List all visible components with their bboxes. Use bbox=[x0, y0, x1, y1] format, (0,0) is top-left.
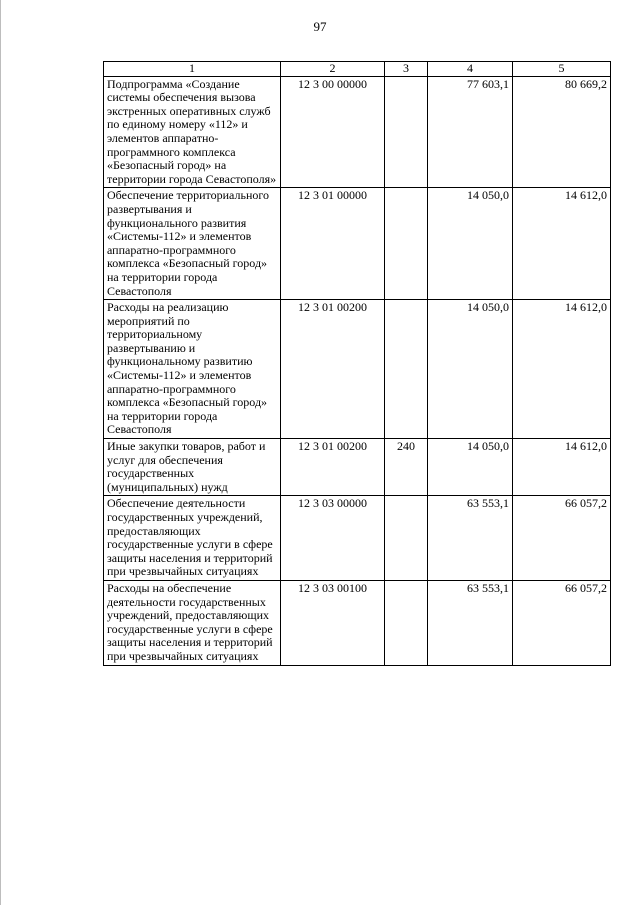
table-row bbox=[104, 76, 611, 188]
row-expense-type bbox=[385, 496, 428, 581]
table-row bbox=[104, 580, 611, 665]
header-cell-sum-year-1: 4 bbox=[428, 62, 513, 77]
row-sum-year-2: 80 669,2 bbox=[513, 76, 611, 188]
row-expense-type: 240 bbox=[385, 439, 428, 496]
row-name: Обеспечение территориального развертывания и функционального развития «Системы-112» и элементов аппаратно-программного комплекса «Безопасный город» на территории города Севастополя bbox=[104, 188, 281, 300]
row-name: Иные закупки товаров, работ и услуг для обеспечения государственных (муниципальных) нужд bbox=[104, 439, 281, 496]
row-name: Расходы на обеспечение деятельности государственных учреждений, предоставляющих государственные услуги в сфере защиты населения и территорий при чрезвычайных ситуациях bbox=[104, 580, 281, 665]
header-cell-code: 2 bbox=[281, 62, 385, 77]
row-expense-type bbox=[385, 76, 428, 188]
row-code: 12 3 03 00100 bbox=[281, 580, 385, 665]
row-expense-type bbox=[385, 188, 428, 300]
row-name: Обеспечение деятельности государственных учреждений, предоставляющих государственные услуги в сфере защиты населения и территорий при чрезвычайных ситуациях bbox=[104, 496, 281, 581]
row-expense-type bbox=[385, 580, 428, 665]
table-row bbox=[104, 188, 611, 300]
row-sum-year-1: 63 553,1 bbox=[428, 496, 513, 581]
header-cell-expense-type: 3 bbox=[385, 62, 428, 77]
row-expense-type bbox=[385, 300, 428, 439]
row-sum-year-1: 14 050,0 bbox=[428, 188, 513, 300]
row-name: Расходы на реализацию мероприятий по территориальному развертыванию и функциональному развитию «Системы-112» и элементов аппаратно-программного комплекса «Безопасный город» на территории города Севастополя bbox=[104, 300, 281, 439]
row-code: 12 3 01 00000 bbox=[281, 188, 385, 300]
table-row bbox=[104, 496, 611, 581]
row-code: 12 3 01 00200 bbox=[281, 439, 385, 496]
row-sum-year-2: 14 612,0 bbox=[513, 439, 611, 496]
header-cell-name: 1 bbox=[104, 62, 281, 77]
row-sum-year-2: 14 612,0 bbox=[513, 188, 611, 300]
row-sum-year-2: 66 057,2 bbox=[513, 580, 611, 665]
row-sum-year-2: 66 057,2 bbox=[513, 496, 611, 581]
row-sum-year-1: 63 553,1 bbox=[428, 580, 513, 665]
header-cell-sum-year-2: 5 bbox=[513, 62, 611, 77]
page-number: 97 bbox=[313, 19, 327, 34]
row-sum-year-2: 14 612,0 bbox=[513, 300, 611, 439]
row-code: 12 3 01 00200 bbox=[281, 300, 385, 439]
row-code: 12 3 00 00000 bbox=[281, 76, 385, 188]
row-sum-year-1: 77 603,1 bbox=[428, 76, 513, 188]
row-sum-year-1: 14 050,0 bbox=[428, 439, 513, 496]
row-code: 12 3 03 00000 bbox=[281, 496, 385, 581]
budget-table bbox=[103, 61, 611, 666]
scan-edge bbox=[0, 0, 1, 905]
table-row bbox=[104, 439, 611, 496]
row-name: Подпрограмма «Создание системы обеспечения вызова экстренных оперативных служб по единому номеру «112» и элементов аппаратно-программного комплекса «Безопасный город» на территории города Севастополя» bbox=[104, 76, 281, 188]
table-row bbox=[104, 300, 611, 439]
row-sum-year-1: 14 050,0 bbox=[428, 300, 513, 439]
header-row bbox=[104, 62, 611, 77]
